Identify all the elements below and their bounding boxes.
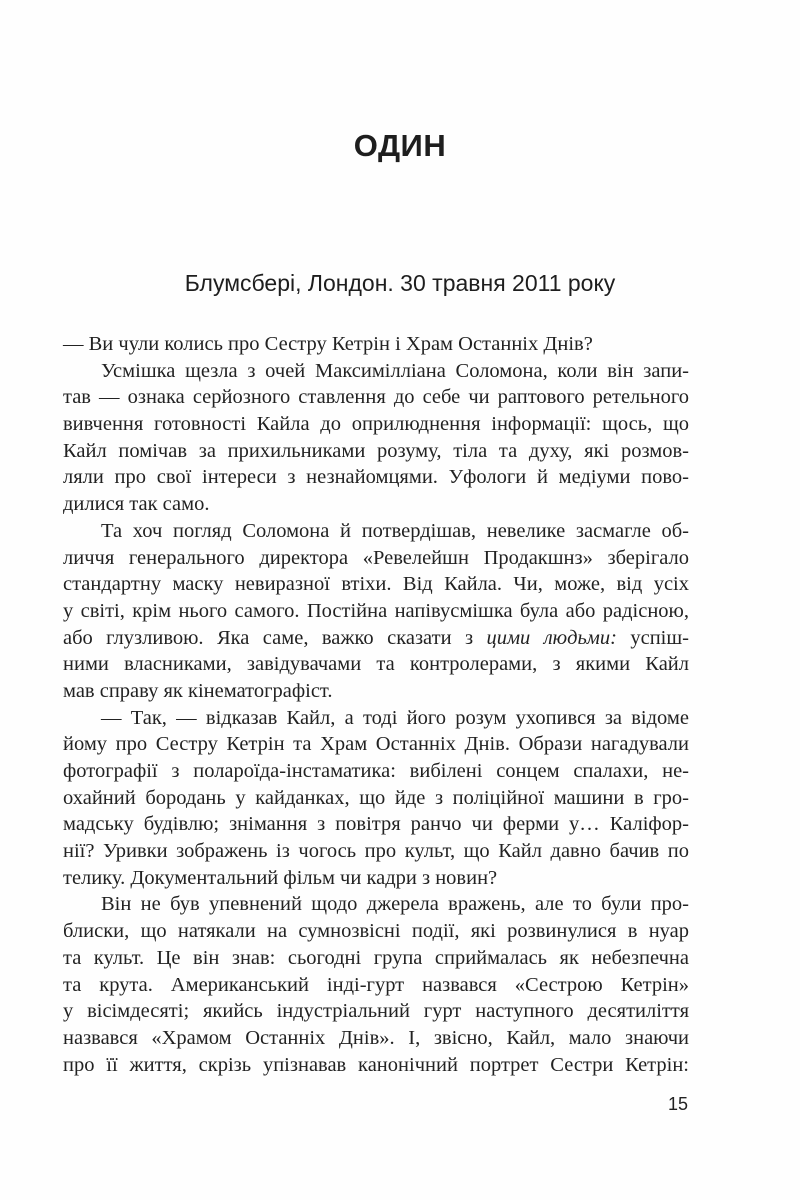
- text-segment: успіш-: [616, 626, 689, 649]
- text-line: охайний бородань у кайданках, що йде з поліційної машини в гро-: [63, 786, 689, 809]
- text-line: мав справу як кінематографіст.: [63, 679, 333, 702]
- text-line: назвався «Храмом Останніх Днів». І, звісно, Кайл, мало знаючи: [63, 1026, 689, 1049]
- text-line: та культ. Це він знав: сьогодні група сприймалась як небезпечна: [63, 946, 689, 969]
- text-segment: або глузливою. Яка саме, важко сказати з: [63, 626, 487, 649]
- text-line: Усмішка щезла з очей Максимілліана Соломона, коли він запи-: [101, 359, 689, 382]
- text-line: у вісімдесяті; якийсь індустріальний гурт наступного десятиліття: [63, 1000, 689, 1023]
- text-line: мадську будівлю; знімання з повітря ранчо чи ферми у… Калiфор-: [63, 813, 689, 836]
- chapter-title: ОДИН: [353, 128, 447, 163]
- page-number: 15: [667, 1094, 688, 1114]
- text-line: Кайл помічав за прихильниками розуму, тіла та духу, які розмов-: [63, 439, 689, 462]
- text-line: Та хоч погляд Соломона й потвердішав, невелике засмагле об-: [101, 519, 689, 542]
- text-line: про її життя, скрізь упізнавав канонічний портрет Сестри Кетрін:: [63, 1053, 689, 1076]
- text-line: телику. Документальний фільм чи кадри з новин?: [63, 866, 498, 889]
- text-line-with-italic: [63, 625, 689, 652]
- text-line: йому про Сестру Кетрін та Храм Останніх Днів. Образи нагадували: [63, 733, 689, 756]
- text-line: Він не був упевнений щодо джерела вражень, але то були про-: [101, 893, 689, 916]
- text-line: ними власниками, завідувачами та контролерами, з якими Кайл: [63, 653, 689, 676]
- text-line: личчя генерального директора «Ревелейшн Продакшнз» зберігало: [63, 546, 689, 569]
- text-line: нії? Уривки зображень із чогось про культ, що Кайл давно бачив по: [63, 840, 689, 863]
- italic-phrase: цими людьми:: [486, 626, 617, 649]
- text-line: вивчення готовності Кайла до оприлюднення інформації: щось, що: [63, 413, 689, 436]
- text-line: — Так, — відказав Кайл, а тоді його розум ухопився за відоме: [101, 706, 689, 729]
- text-line: стандартну маску невиразної втіхи. Від Кайла. Чи, може, від усіх: [63, 573, 689, 596]
- text-line: ляли про свої інтереси з незнайомцями. Уфологи й медіуми пово-: [63, 466, 689, 489]
- text-line: — Ви чули колись про Сестру Кетрін і Храм Останніх Днів?: [63, 333, 593, 355]
- body-text: [63, 331, 689, 1078]
- text-line: та крута. Американський інді-гурт назвався «Сестрою Кетрін»: [63, 973, 689, 996]
- text-line: тав — ознака серйозного ставлення до себе чи раптового ретельного: [63, 386, 689, 409]
- text-line: дилися так само.: [63, 493, 210, 516]
- chapter-subtitle: Блумсбері, Лондон. 30 травня 2011 року: [184, 270, 616, 296]
- text-line: фотографії з полароїда-інстаматика: вибілені сонцем спалахи, не-: [63, 760, 689, 782]
- text-line: у світі, крім нього самого. Постійна напівусмішка була або радісною,: [63, 599, 689, 622]
- text-line: блиски, що натякали на сумнозвісні події, які розвинулися в нуар: [63, 920, 689, 943]
